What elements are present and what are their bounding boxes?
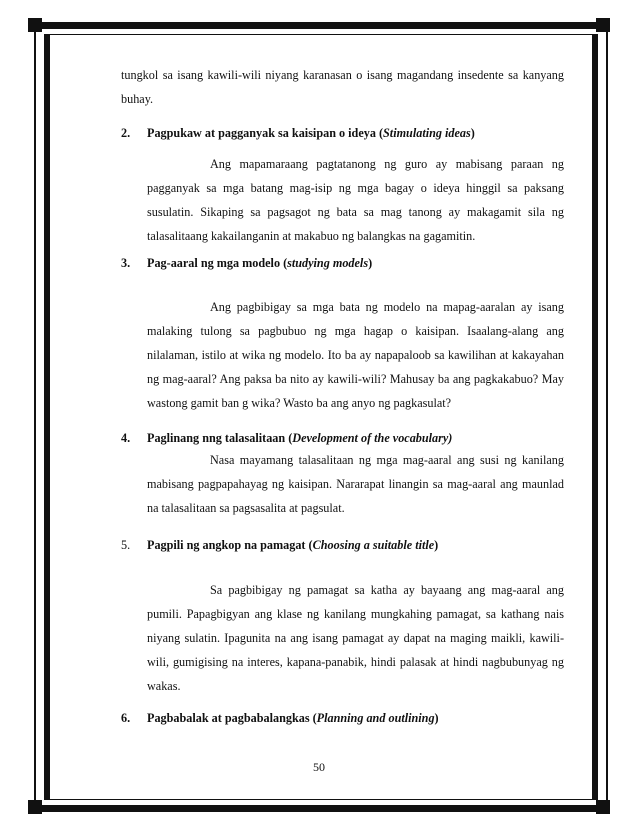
- section-number: 5.: [121, 538, 131, 552]
- section-3-paragraph-block: [147, 295, 564, 415]
- section-4-heading: [121, 431, 452, 446]
- section-title-english: Planning and outlining: [316, 711, 435, 725]
- section-title: Pagpukaw at pagganyak sa kaisipan o ideya (: [147, 126, 384, 140]
- section-3-paragraph: Ang pagbibigay sa mga bata ng modelo na mapag-aaralan ay isang malaking tulong sa pagbubuo ng mga hagap o kaisipan. Isaalang-alang ang nilalaman, istilo at wika ng modelo. Ito ba ay napapaloob sa kawilihan at kakayahan ng mag-aaral? Ang paksa ba nito ay kawili-wili? Mahusay ba ang pagkakabuo? May wastong gamit ban g wika? Wasto ba ang anyo ng pagkasulat?: [147, 300, 564, 410]
- section-2-paragraph-block: [147, 152, 564, 248]
- section-number: 2.: [121, 126, 131, 140]
- section-5-paragraph: Sa pagbibigay ng pamagat sa katha ay bayaang ang mag-aaral ang pumili. Papagbigyan ang klase ng kanilang mungkahing pamagat, sa kathang nais niyang sulatin. Ipagunita na ang isang pamagat ay dapat na maging maikli, kawili-wili, gumigising na interes, kapana-panabik, hindi palasak at hindi nagbubunyag ng wakas.: [147, 583, 564, 693]
- section-6-heading: [121, 711, 439, 726]
- section-title: Pag-aaral ng mga modelo (: [147, 256, 288, 270]
- section-title: Pagbabalak at pagbabalangkas (: [147, 711, 317, 725]
- section-3-heading: [121, 256, 372, 271]
- intro-paragraph-block: [121, 63, 564, 111]
- section-number: 6.: [121, 711, 131, 725]
- section-5-paragraph-block: [147, 578, 564, 698]
- section-2-heading: [121, 126, 475, 141]
- page-number: 50: [313, 760, 325, 774]
- section-title-english: Stimulating ideas: [383, 126, 471, 140]
- section-4-paragraph-block: [147, 448, 564, 520]
- section-title: Pagpili ng angkop na pamagat (: [147, 538, 313, 552]
- section-title-end: ): [434, 711, 439, 725]
- section-title-english: studying models: [287, 256, 369, 270]
- section-title-end: ): [470, 126, 475, 140]
- section-title-end: ): [434, 538, 439, 552]
- border-corner-top-right: [596, 18, 610, 32]
- section-number: 3.: [121, 256, 131, 270]
- section-title-english: Development of the vocabulary): [292, 431, 453, 445]
- section-number: 4.: [121, 431, 131, 445]
- section-title-end: ): [368, 256, 373, 270]
- border-corner-bottom-left: [28, 800, 42, 814]
- intro-paragraph: tungkol sa isang kawili-wili niyang karanasan o isang magandang insedente sa kanyang buhay.: [121, 68, 564, 106]
- section-title-english: Choosing a suitable title: [312, 538, 435, 552]
- section-title: Paglinang nng talasalitaan (: [147, 431, 293, 445]
- section-4-paragraph: Nasa mayamang talasalitaan ng mga mag-aaral ang susi ng kanilang mabisang pagpapahayag ng kaisipan. Nararapat linangin sa mag-aaral ang maunlad na talasalitaan sa pagsasalita at pagsulat.: [147, 453, 564, 515]
- section-2-paragraph: Ang mapamaraang pagtatanong ng guro ay mabisang paraan ng pagganyak sa mga batang mag-isip ng mga bagay o ideya hinggil sa paksang susulatin. Sikaping sa pagsagot ng bata sa mag tanong ay makagamit sila ng talasalitaang kakailanganin at makabuo ng balangkas na gagamitin.: [147, 157, 564, 243]
- section-5-heading: [121, 538, 438, 553]
- border-corner-bottom-right: [596, 800, 610, 814]
- border-corner-top-left: [28, 18, 42, 32]
